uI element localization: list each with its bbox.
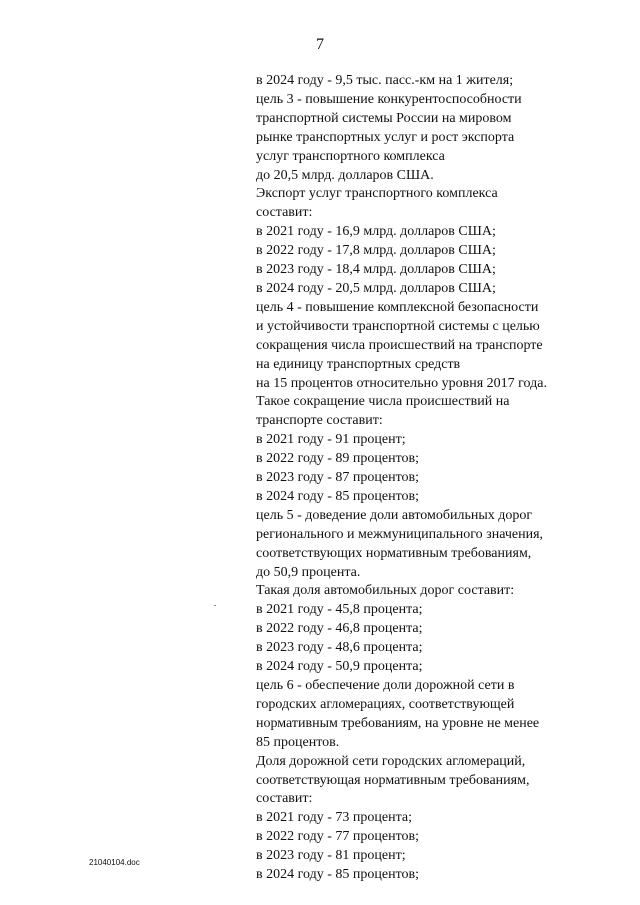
text-line: и устойчивости транспортной системы с целью	[256, 318, 540, 334]
text-line: цель 3 - повышение конкурентоспособности	[256, 91, 522, 107]
text-line: Такое сокращение числа происшествий на	[256, 394, 510, 410]
text-line: в 2024 году - 9,5 тыс. пасс.-км на 1 жителя;	[256, 73, 514, 88]
text-line: до 50,9 процента.	[256, 564, 361, 580]
text-line: Доля дорожной сети городских агломераций,	[256, 753, 526, 769]
text-line: соответствующая нормативным требованиям,	[256, 772, 530, 788]
text-line: до 20,5 млрд. долларов США.	[256, 167, 434, 183]
text-line: транспортной системы России на мировом	[256, 110, 512, 126]
text-line: в 2023 году - 48,6 процента;	[256, 640, 423, 656]
text-line: в 2022 году - 46,8 процента;	[256, 621, 423, 637]
text-line: в 2021 году - 73 процента;	[256, 810, 412, 826]
text-line: в 2022 году - 77 процентов;	[256, 829, 420, 845]
text-line: Экспорт услуг транспортного комплекса	[256, 186, 498, 202]
text-line: на единицу транспортных средств	[256, 356, 461, 372]
text-line: 85 процентов.	[256, 734, 340, 750]
text-line: услуг транспортного комплекса	[256, 148, 445, 164]
text-line: в 2022 году - 89 процентов;	[256, 451, 420, 467]
text-line: регионального и межмуниципального значения,	[256, 526, 544, 542]
text-line: в 2022 году - 17,8 млрд. долларов США;	[256, 243, 496, 259]
text-line: цель 4 - повышение комплексной безопасности	[256, 299, 539, 315]
text-line: составит:	[256, 205, 313, 221]
text-line: в 2024 году - 20,5 млрд. долларов США;	[256, 280, 496, 296]
footer-filename: 21040104.doc	[89, 858, 140, 867]
text-line: городских агломерациях, соответствующей	[256, 696, 515, 712]
text-line: транспорте составит:	[256, 413, 383, 429]
text-line: в 2021 году - 16,9 млрд. долларов США;	[256, 224, 496, 240]
text-line: цель 6 - обеспечение доли дорожной сети в	[256, 678, 515, 693]
text-line: в 2023 году - 87 процентов;	[256, 470, 420, 486]
text-line: сокращения числа происшествий на транспорте	[256, 337, 543, 353]
page-number: 7	[316, 36, 324, 53]
text-line: в 2023 году - 81 процент;	[256, 848, 406, 864]
text-line: в 2024 году - 85 процентов;	[256, 488, 420, 504]
text-line: соответствующих нормативным требованиям,	[256, 545, 532, 561]
text-line: Такая доля автомобильных дорог составит:	[256, 583, 515, 599]
scan-speck	[214, 605, 216, 606]
text-line: нормативным требованиям, на уровне не менее	[256, 715, 540, 731]
text-line: в 2021 году - 45,8 процента;	[256, 602, 423, 618]
text-line: в 2023 году - 18,4 млрд. долларов США;	[256, 262, 496, 278]
text-line: рынке транспортных услуг и рост экспорта	[256, 129, 515, 145]
text-line: цель 5 - доведение доли автомобильных дорог	[256, 507, 533, 523]
text-line: на 15 процентов относительно уровня 2017 года.	[256, 375, 547, 391]
body-text	[256, 72, 596, 885]
text-line: в 2024 году - 85 процентов;	[256, 867, 420, 883]
text-line: в 2021 году - 91 процент;	[256, 432, 406, 448]
text-line: составит:	[256, 791, 313, 807]
text-line: в 2024 году - 50,9 процента;	[256, 659, 423, 675]
